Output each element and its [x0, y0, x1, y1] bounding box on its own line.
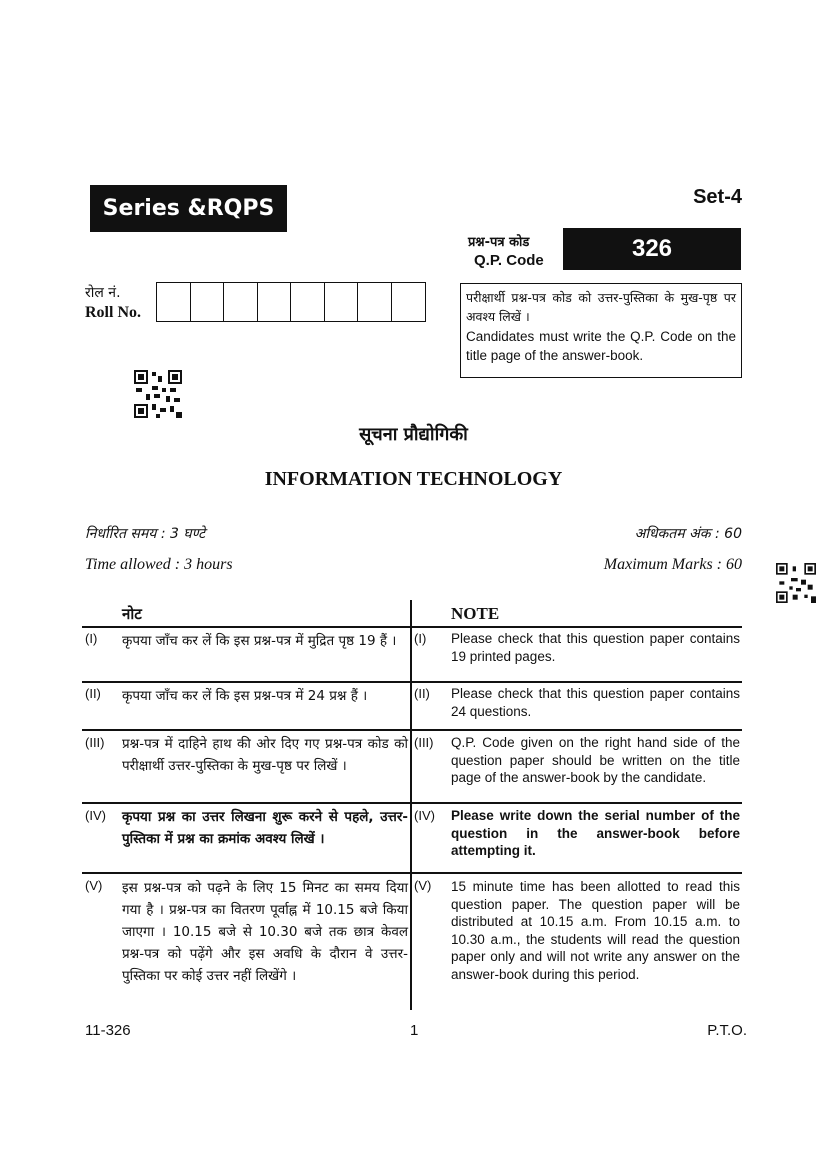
- roll-digit-box[interactable]: [291, 283, 325, 321]
- note-number: (III): [85, 735, 105, 750]
- time-allowed-hindi: निर्धारित समय : 3 घण्टे: [85, 526, 206, 542]
- roll-digit-box[interactable]: [325, 283, 359, 321]
- note-number: (I): [414, 631, 427, 646]
- note-number: (V): [85, 878, 103, 893]
- row-separator: [82, 802, 742, 804]
- note-number: (II): [85, 686, 101, 701]
- note-hindi: कृपया जाँच कर लें कि इस प्रश्न-पत्र में 24 प्रश्न हैं ।: [122, 688, 368, 704]
- note-number: (III): [414, 735, 434, 750]
- roll-digit-box[interactable]: [224, 283, 258, 321]
- roll-digit-box[interactable]: [392, 283, 426, 321]
- pto-label: P.T.O.: [707, 1022, 747, 1039]
- qr-code-icon: [134, 370, 182, 418]
- roll-digit-box[interactable]: [258, 283, 292, 321]
- subject-title-hindi: सूचना प्रौद्योगिकी: [359, 424, 468, 445]
- roll-label-hindi: रोल नं.: [85, 285, 121, 301]
- note-english: 15 minute time has been allotted to read this question paper. The question paper will be distributed at 10.15 a.m. From 10.15 a.m. to 10.30 a.m., the students will read the question paper only and will not write any answer on the answer-book during this period.: [451, 879, 740, 982]
- qp-code-label-hindi: प्रश्न-पत्र कोड: [468, 235, 530, 250]
- note-english: Please check that this question paper contains 24 questions.: [451, 686, 740, 719]
- subject-title: INFORMATION TECHNOLOGY: [264, 468, 563, 490]
- note-hindi: कृपया जाँच कर लें कि इस प्रश्न-पत्र में मुद्रित पृष्ठ 19 हैं ।: [122, 633, 397, 649]
- note-english: Q.P. Code given on the right hand side of the question paper should be written on the title page of the answer-book by the candidate.: [451, 735, 740, 785]
- candidate-instruction-box: [460, 283, 742, 378]
- candidate-instruction-english: Candidates must write the Q.P. Code on the title page of the answer-book.: [466, 329, 736, 363]
- max-marks-hindi: अधिकतम अंक : 60: [634, 526, 742, 542]
- candidate-instruction-hindi: परीक्षार्थी प्रश्न-पत्र कोड को उत्तर-पुस्तिका के मुख-पृष्ठ पर अवश्य लिखें ।: [466, 290, 736, 324]
- roll-number-boxes[interactable]: [156, 282, 426, 322]
- footer-code: 11-326: [85, 1022, 131, 1039]
- qp-code-value: 326: [563, 228, 741, 270]
- note-hindi: इस प्रश्न-पत्र को पढ़ने के लिए 15 मिनट का समय दिया गया है । प्रश्न-पत्र का वितरण पूर्वाह्न में 10.15 बजे किया जाएगा । 10.15 बजे से 10.30 बजे तक छात्र केवल प्रश्न-पत्र को पढ़ेंगे और इस अवधि के दौरान वे उत्तर-पुस्तिका पर कोई उत्तर नहीं लिखेंगे ।: [122, 880, 408, 984]
- set-label: Set-4: [693, 186, 742, 208]
- note-english: Please write down the serial number of the question in the answer-book before attempting it.: [451, 808, 740, 858]
- max-marks: Maximum Marks : 60: [603, 556, 742, 573]
- qr-code-icon: [776, 563, 816, 603]
- note-heading: NOTE: [451, 604, 500, 623]
- time-allowed: Time allowed : 3 hours: [85, 556, 233, 573]
- note-number: (IV): [85, 808, 106, 823]
- note-hindi: कृपया प्रश्न का उत्तर लिखना शुरू करने से पहले, उत्तर-पुस्तिका में प्रश्न का क्रमांक अवश्य लिखें ।: [122, 809, 408, 847]
- roll-digit-box[interactable]: [157, 283, 191, 321]
- series-badge: Series &RQPS: [90, 185, 287, 232]
- roll-label: Roll No.: [85, 304, 141, 321]
- note-number: (I): [85, 631, 98, 646]
- note-number: (V): [414, 878, 432, 893]
- row-separator: [82, 681, 742, 683]
- note-hindi: प्रश्न-पत्र में दाहिने हाथ की ओर दिए गए प्रश्न-पत्र कोड को परीक्षार्थी उत्तर-पुस्तिका के मुख-पृष्ठ पर लिखें ।: [122, 736, 408, 774]
- note-english: Please check that this question paper contains 19 printed pages.: [451, 631, 740, 664]
- roll-digit-box[interactable]: [191, 283, 225, 321]
- note-heading-hindi: नोट: [122, 605, 142, 623]
- note-number: (IV): [414, 808, 435, 823]
- table-divider: [410, 600, 412, 1010]
- note-number: (II): [414, 686, 430, 701]
- row-separator: [82, 872, 742, 874]
- row-separator: [82, 729, 742, 731]
- roll-digit-box[interactable]: [358, 283, 392, 321]
- row-separator: [82, 626, 742, 628]
- qp-code-label: Q.P. Code: [474, 252, 544, 269]
- page-number: 1: [410, 1022, 419, 1039]
